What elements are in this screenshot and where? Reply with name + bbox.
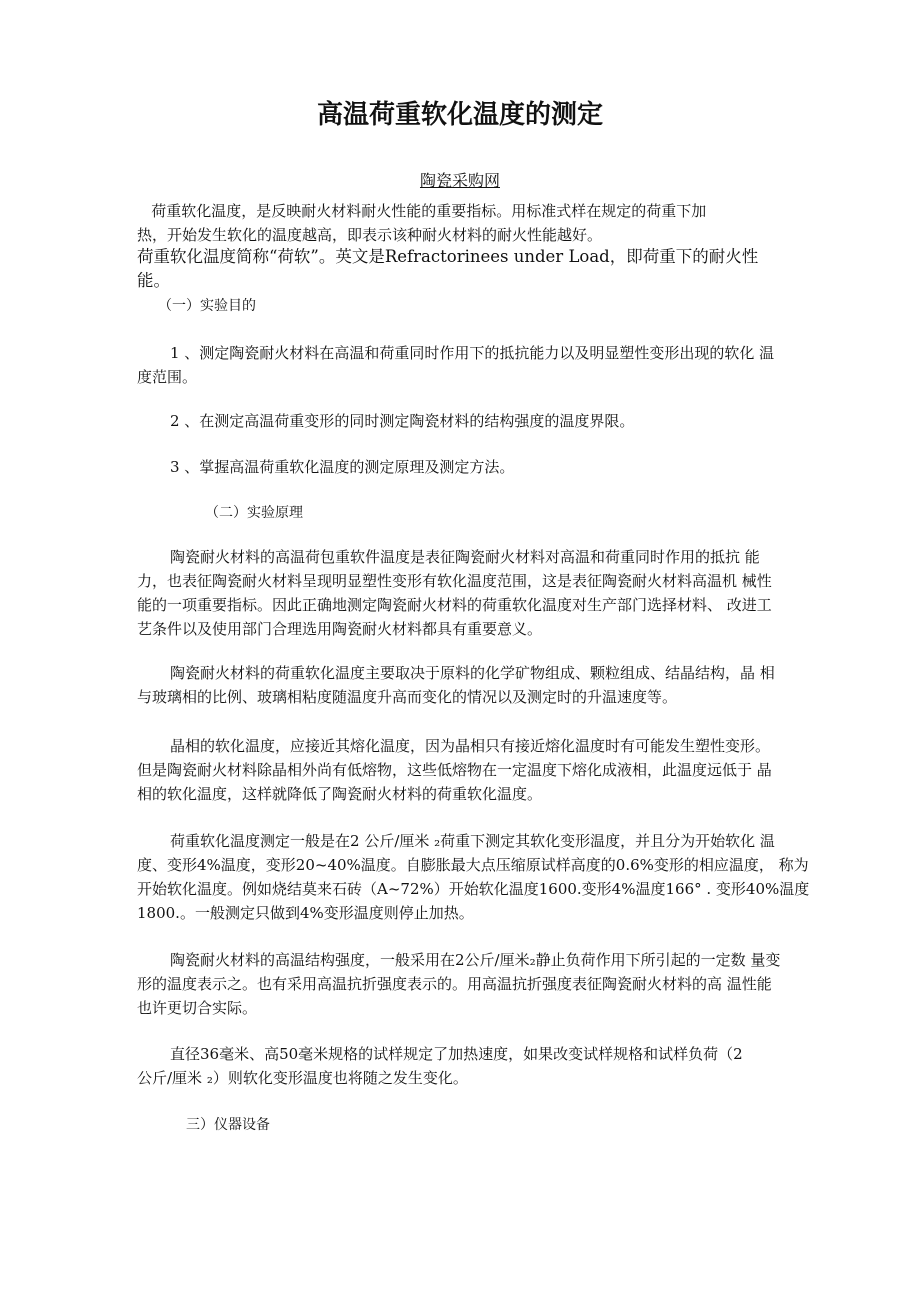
section-heading-principle — [172, 501, 892, 525]
purpose-item-2 — [137, 409, 857, 433]
text-line: 开始软化温度。例如烧结莫来石砖（A~72%）开始软化温度1600.变形4%温度166° . 变形40%温度 — [137, 880, 810, 898]
intro-paragraph — [137, 199, 857, 247]
text-line: 3 、掌握高温荷重软化温度的测定原理及测定方法。 — [170, 458, 515, 476]
abbreviation-paragraph — [137, 245, 857, 293]
page-title: 高温荷重软化温度的测定 — [316, 100, 603, 130]
section-heading-purpose — [158, 294, 878, 318]
principle-paragraph-1 — [137, 545, 857, 641]
text-line: 也许更切合实际。 — [137, 999, 258, 1017]
principle-paragraph-5 — [137, 948, 857, 1020]
text-line: 热，开始发生软化的温度越高，即表示该种耐火材料的耐火性能越好。 — [137, 226, 603, 244]
principle-paragraph-6 — [137, 1042, 857, 1090]
text-line: 能的一项重要指标。因此正确地测定陶瓷耐火材料的荷重软化温度对生产部门选择材料、 改进工 — [137, 596, 772, 614]
text-line: 荷重软化温度测定一般是在2 公斤/厘米 ₂荷重下测定其软化变形温度，并且分为开始软化 温 — [170, 832, 775, 850]
text-line: 2 、在测定高温荷重变形的同时测定陶瓷材料的结构强度的温度界限。 — [170, 412, 635, 430]
text-line: 但是陶瓷耐火材料除晶相外尚有低熔物，这些低熔物在一定温度下熔化成液相，此温度远低于 晶 — [137, 761, 772, 779]
text-line: 陶瓷耐火材料的高温荷包重软件温度是表征陶瓷耐火材料对高温和荷重同时作用的抵抗 能 — [170, 548, 760, 566]
text-line: 陶瓷耐火材料的荷重软化温度主要取决于原料的化学矿物组成、颗粒组成、结晶结构，晶 相 — [170, 664, 775, 682]
text-line: 荷重软化温度简称“荷软”。英文是Refractorinees under Load，即荷重下的耐火性 — [137, 247, 759, 266]
text-line: 艺条件以及使用部门合理选用陶瓷耐火材料都具有重要意义。 — [137, 620, 543, 638]
text-line: 直径36毫米、高50毫米规格的试样规定了加热速度，如果改变试样规格和试样负荷（2 — [170, 1045, 743, 1063]
text-line: 度、变形4%温度，变形20~40%温度。自膨胀最大点压缩原试样高度的0.6%变形的相应温度， 称为 — [137, 856, 809, 874]
purpose-item-1 — [137, 341, 857, 389]
text-line: 度范围。 — [137, 368, 198, 386]
principle-paragraph-4 — [137, 829, 857, 925]
section-heading-equipment — [186, 1113, 906, 1137]
text-line: （一）实验目的 — [158, 298, 256, 314]
text-line: 陶瓷耐火材料的高温结构强度，一般采用在2公斤/厘米₂静止负荷作用下所引起的一定数 量变 — [170, 951, 781, 969]
text-line: 与玻璃相的比例、玻璃相粘度随温度升高而变化的情况以及测定时的升温速度等。 — [137, 688, 678, 706]
text-line: 能。 — [137, 271, 170, 290]
text-line: 荷重软化温度，是反映耐火材料耐火性能的重要指标。用标准式样在规定的荷重下加 — [137, 202, 707, 220]
text-line: 1800.。一般测定只做到4%变形温度则停止加热。 — [137, 904, 474, 922]
text-line: 形的温度表示之。也有采用高温抗折强度表示的。用高温抗折强度表征陶瓷耐火材料的高 温性能 — [137, 975, 772, 993]
subtitle — [0, 168, 920, 191]
source-link[interactable]: 陶瓷采购网 — [419, 171, 500, 190]
principle-paragraph-3 — [137, 734, 857, 806]
text-line: 相的软化温度，这样就降低了陶瓷耐火材料的荷重软化温度。 — [137, 785, 543, 803]
purpose-item-3 — [137, 455, 857, 479]
text-line: 力，也表征陶瓷耐火材料呈现明显塑性变形有软化温度范围，这是表征陶瓷耐火材料高温机 械性 — [137, 572, 772, 590]
text-line: 晶相的软化温度，应接近其熔化温度，因为晶相只有接近熔化温度时有可能发生塑性变形。 — [170, 737, 771, 755]
text-line: 1 、测定陶瓷耐火材料在高温和荷重同时作用下的抵抗能力以及明显塑性变形出现的软化 温 — [170, 344, 775, 362]
principle-paragraph-2 — [137, 661, 857, 709]
text-line: 三）仪器设备 — [186, 1117, 270, 1133]
text-line: 公斤/厘米 ₂）则软化变形温度也将随之发生变化。 — [137, 1069, 468, 1087]
text-line: （二）实验原理 — [205, 505, 303, 521]
